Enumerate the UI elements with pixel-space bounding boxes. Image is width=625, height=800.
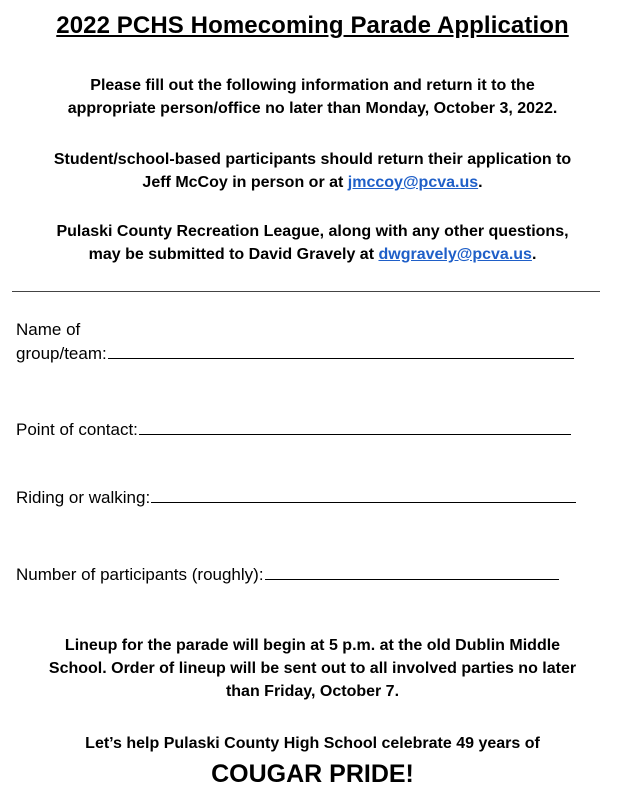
closing-line-1: Let’s help Pulaski County High School celebrate 49 years of <box>85 735 540 752</box>
participants-label: Number of participants (roughly): <box>16 565 264 584</box>
dwgravely-email-link[interactable]: dwgravely@pcva.us <box>378 246 532 263</box>
league-line-2 <box>10 243 615 266</box>
intro-line-1: Please fill out the following information and return it to the <box>90 77 535 94</box>
lineup-line-3: than Friday, October 7. <box>225 683 400 700</box>
riding-or-walking-field <box>16 486 576 510</box>
point-of-contact-label: Point of contact: <box>16 420 138 439</box>
participants-blank[interactable] <box>265 578 559 580</box>
lineup-line-1: Lineup for the parade will begin at 5 p.m. at the old Dublin Middle <box>64 637 561 654</box>
league-line-1: Pulaski County Recreation League, along with any other questions, <box>56 223 569 240</box>
student-line-1: Student/school-based participants should return their application to <box>53 151 572 168</box>
group-name-blank[interactable] <box>108 357 574 359</box>
point-of-contact-blank[interactable] <box>139 433 571 435</box>
group-name-label-line-2: group/team: <box>16 344 107 363</box>
lineup-line-2: School. Order of lineup will be sent out to all involved parties no later <box>48 660 577 677</box>
lineup-paragraph <box>10 634 615 703</box>
league-line-2-prefix: may be submitted to David Gravely at <box>88 246 379 263</box>
jmccoy-email-link[interactable]: jmccoy@pcva.us <box>347 174 479 191</box>
riding-or-walking-label: Riding or walking: <box>16 488 151 507</box>
point-of-contact-field <box>16 418 571 442</box>
student-line-2-prefix: Jeff McCoy in person or at <box>142 174 348 191</box>
participants-field <box>16 563 559 587</box>
intro-paragraph <box>10 74 615 120</box>
league-paragraph <box>10 220 615 266</box>
student-line-2 <box>10 171 615 194</box>
league-line-2-suffix: . <box>531 246 537 263</box>
student-paragraph <box>10 148 615 194</box>
section-divider <box>12 291 600 292</box>
page-title: 2022 PCHS Homecoming Parade Application <box>56 12 569 39</box>
closing-slogan: COUGAR PRIDE! <box>211 760 414 788</box>
group-name-field <box>16 318 574 366</box>
riding-or-walking-blank[interactable] <box>151 501 576 503</box>
student-line-2-suffix: . <box>478 174 483 191</box>
intro-line-2: appropriate person/office no later than Monday, October 3, 2022. <box>67 100 558 117</box>
group-name-label-line-1: Name of <box>16 320 81 339</box>
